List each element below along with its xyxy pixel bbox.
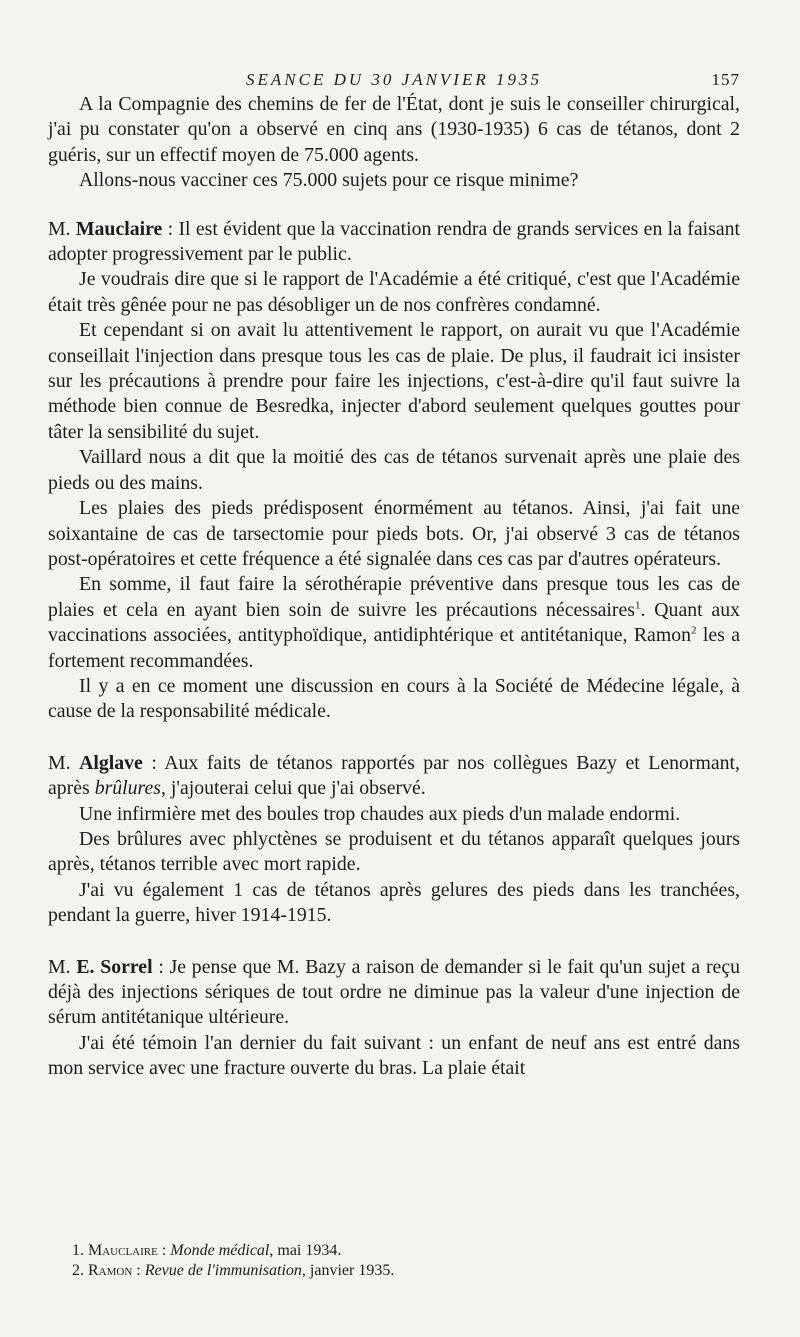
speaker-paragraph — [48, 955, 740, 1031]
footnote — [72, 1261, 732, 1281]
paragraph-text: : Aux faits de tétanos rapportés par nos collègues Bazy et Lenormant, après — [48, 751, 740, 800]
paragraph: A la Compagnie des chemins de fer de l'État, dont je suis le conseiller chirurgical, j'ai pu constater qu'on a observé en cinq ans (1930-1935) 6 cas de tétanos, dont 2 guéris, sur un effectif moyen de 75.000 agents. — [48, 93, 740, 166]
body-text — [48, 92, 740, 1082]
speaker-paragraph — [48, 217, 740, 268]
paragraph-text: : Il est évident que la vaccination rendra de grands services en la faisant adopter progressivement par le public. — [48, 217, 740, 266]
speaker-prefix: M. — [48, 217, 71, 240]
footnote-rest: , mai 1934. — [269, 1242, 342, 1259]
speaker-prefix: M. — [48, 751, 71, 774]
paragraph-text: . Quant aux vaccinations associées, antityphoïdique, antidiphtérique et antitétanique, Ramon — [48, 598, 740, 647]
speaker-name: Alglave — [79, 751, 143, 774]
running-head — [48, 62, 740, 92]
page — [48, 62, 740, 1082]
footnote-ref: 2 — [691, 624, 697, 637]
paragraph: Vaillard nous a dit que la moitié des cas de tétanos survenait après une plaie des pieds ou des mains. — [48, 446, 740, 494]
paragraph: Les plaies des pieds prédisposent énormément au tétanos. Ainsi, j'ai fait une soixantaine de cas de tarsectomie pour pieds bots. Or, j'ai observé 3 cas de tétanos post-opératoires et cette fréquence a été signalée dans ces cas par d'autres opérateurs. — [48, 497, 740, 570]
paragraph-text: les a fortement recommandées. — [48, 624, 740, 672]
footnote-number: 1. — [72, 1242, 84, 1259]
footnote-rest: , janvier 1935. — [301, 1262, 395, 1279]
paragraph: Il y a en ce moment une discussion en cours à la Société de Médecine légale, à cause de la responsabilité médicale. — [48, 674, 740, 723]
page-number: 157 — [711, 70, 740, 89]
speaker-name: Mauclaire — [75, 217, 163, 240]
footnote-author: Mauclaire — [88, 1242, 158, 1259]
italic-text: brûlures — [94, 777, 161, 800]
paragraph: Des brûlures avec phlyctènes se produisent et du tétanos apparaît quelques jours après, tétanos terrible avec mort rapide. — [48, 827, 740, 876]
footnote-title: Revue de l'immunisation — [144, 1262, 302, 1279]
footnote-author: Ramon — [88, 1262, 133, 1279]
paragraph-text: , j'ajouterai celui que j'ai observé. — [161, 777, 426, 800]
speaker-paragraph — [48, 751, 740, 802]
paragraph-text: En somme, il faut faire la sérothérapie préventive dans presque tous les cas de plaies et cela en ayant bien soin de suivre les précautions nécessaires — [48, 573, 740, 621]
footnotes — [72, 1241, 732, 1281]
footnote-ref: 1 — [635, 599, 641, 612]
footnote — [72, 1241, 732, 1261]
speaker-prefix: M. — [48, 955, 71, 978]
footnote-number: 2. — [72, 1262, 84, 1279]
speaker-name: E. Sorrel — [76, 955, 153, 978]
paragraph: J'ai été témoin l'an dernier du fait suivant : un enfant de neuf ans est entré dans mon service avec une fracture ouverte du bras. La plaie était — [48, 1031, 740, 1080]
footnote-sep: : — [157, 1242, 171, 1259]
paragraph: Une infirmière met des boules trop chaudes aux pieds d'un malade endormi. — [79, 802, 681, 825]
paragraph: Et cependant si on avait lu attentivement le rapport, on aurait vu que l'Académie conseillait l'injection dans presque tous les cas de plaie. De plus, il faudrait ici insister sur les précautions à prendre pour faire les injections, c'est-à-dire qu'il faut suivre la méthode bien connue de Besredka, injecter d'abord seulement quelques gouttes pour tâter la sensibilité du sujet. — [48, 319, 740, 443]
footnote-title: Monde médical — [170, 1242, 270, 1259]
paragraph: Allons-nous vacciner ces 75.000 sujets pour ce risque minime? — [79, 169, 579, 192]
paragraph — [48, 572, 740, 674]
paragraph-text: : Je pense que M. Bazy a raison de demander si le fait qu'un sujet a reçu déjà des injections sériques de tout ordre ne diminue pas la valeur d'une injection de sérum antitétanique ultérieure. — [48, 955, 740, 1029]
paragraph: Je voudrais dire que si le rapport de l'Académie a été critiqué, c'est que l'Académie était très gênée pour ne pas désobliger un de nos confrères condamné. — [48, 268, 740, 316]
paragraph: J'ai vu également 1 cas de tétanos après gelures des pieds dans les tranchées, pendant la guerre, hiver 1914-1915. — [48, 878, 740, 927]
footnote-sep: : — [132, 1262, 145, 1279]
running-title: SEANCE DU 30 JANVIER 1935 — [246, 70, 542, 89]
